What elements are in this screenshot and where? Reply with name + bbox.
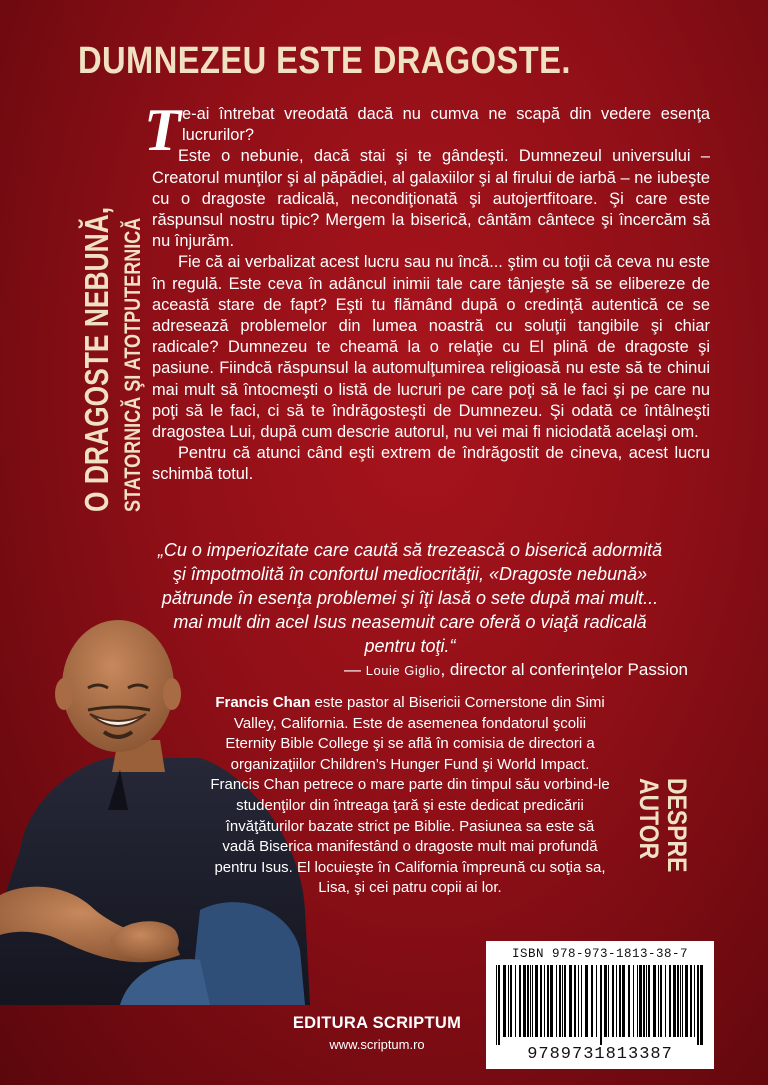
author-bio-text: este pastor al Bisericii Cornerstone din Simi Valley, California. Este de asemenea fondatorul şcolii Eternity Bible College şi se află în comisia de directori a organizaţiilor Children’s Hunger Fund şi World Impact. Francis Chan petrece o mare parte din timpul său vorbind-le studenţilor din întreaga ţară şi este dedicat predicării învăţăturilor bazate strict pe Biblie. Pasiunea sa este să vadă Biserica manifestând o dragoste mult mai profundă pentru Isus. El locuieşte în California împreună cu soţia sa, Lisa, şi cei patru copii ai lor.	[210, 694, 610, 897]
barcode-bar	[519, 965, 521, 1037]
publisher-name: EDITURA SCRIPTUM	[292, 1014, 462, 1032]
barcode-bar	[677, 965, 679, 1037]
quote-author: Louie Giglio	[365, 663, 441, 678]
barcode-bar	[658, 965, 659, 1037]
barcode-bar	[600, 965, 602, 1045]
barcode-bar	[550, 965, 553, 1037]
title-line-2: STATORNICĂ ŞI ATOTPUTERNICĂ	[120, 217, 145, 512]
barcode-bar	[616, 965, 617, 1037]
barcode-bar	[690, 965, 692, 1037]
barcode-bar	[665, 965, 666, 1037]
barcode-bar	[639, 965, 642, 1037]
barcode-bar	[532, 965, 533, 1037]
blurb-paragraph: Pentru că atunci când eşti extrem de îndrăgostit de cineva, acest lucru schimbă totul.	[152, 444, 710, 484]
publisher-block	[272, 1014, 482, 1052]
title-line-1: O DRAGOSTE NEBUNĂ,	[78, 206, 115, 512]
blurb-text	[144, 97, 710, 486]
barcode-bar	[694, 965, 695, 1037]
barcode-bar	[559, 965, 561, 1037]
blurb-paragraph: Fie că ai verbalizat acest lucru sau nu încă... ştim cu toţii că ceva nu este în regulă. Este ceva în adâncul inimii tale care tânjeşte să se elibereze de această stare de fapt? Eşti tu flămând după o credinţă autentică ce se adresează problemelor din lumea noastră cu soluţii tangibile şi chiar radicale? Dumnezeu te cheamă la o relaţie cu El plină de dragoste şi pasiune. Fiindcă răspunsul la automulţumirea religioasă nu este să te chinui mai mult să întocmeşti o listă de lucruri pe care poţi să le faci şi pe care nu poţi să le faci, ci să te îndrăgosteşti de Dumnezeu. Şi odată ce întâlneşti dragostea Lui, după cum descrie autorul, nu vei mai fi niciodată acelaşi om.	[152, 253, 710, 442]
barcode-bar	[556, 965, 557, 1037]
barcode-bar	[608, 965, 609, 1037]
barcode-bar	[569, 965, 572, 1037]
ean-number: 9789731813387	[527, 1045, 673, 1064]
barcode-bar	[622, 965, 625, 1037]
barcode-bar	[574, 965, 576, 1037]
isbn-text: ISBN 978-973-1813-38-7	[511, 947, 689, 961]
barcode-bar	[680, 965, 681, 1037]
barcode-bar	[633, 965, 634, 1037]
barcode-bar	[619, 965, 621, 1037]
quote-dash: —	[344, 660, 366, 679]
barcode-bar	[637, 965, 638, 1037]
barcode-bar	[523, 965, 526, 1037]
barcode-bar	[685, 965, 688, 1037]
barcode-image	[494, 965, 706, 1045]
barcode-bar	[643, 965, 645, 1037]
drop-cap: T	[144, 97, 181, 163]
barcode-bar	[585, 965, 588, 1037]
barcode-bar	[510, 965, 512, 1037]
barcode-bar	[604, 965, 607, 1037]
barcode-bar	[673, 965, 676, 1037]
barcode-bar	[612, 965, 614, 1037]
quote-attribution	[344, 660, 688, 680]
barcode-bar	[653, 965, 656, 1037]
endorsement-quote: „Cu o imperiozitate care caută să trezească o biserică adormită şi împotmolită în confortul mediocrităţii, «Dragoste nebună» pătrunde în esenţa problemei şi îţi lasă o sete după mai mult... mai mult din acel Isus neasemuit care oferă o viaţă radicală pentru toţi.“	[157, 540, 663, 656]
barcode-bar	[591, 965, 593, 1037]
barcode-bar	[503, 965, 506, 1037]
barcode-box	[486, 941, 714, 1069]
publisher-url: www.scriptum.ro	[329, 1037, 425, 1052]
barcode-bar	[547, 965, 549, 1037]
barcode-bar	[697, 965, 699, 1045]
barcode-bar	[498, 965, 500, 1045]
barcode-bar	[700, 965, 703, 1045]
barcode-bar	[682, 965, 683, 1037]
blurb-paragraph: Este o nebunie, dacă stai şi te gândeşti. Dumnezeul universului – Creatorul munţilor şi al păpădiei, al galaxiilor şi al firului de iarbă – ne iubeşte cu o dragoste radicală, necondiţionată şi autojertfitoare. Şi care este răspunsul nostru tipic? Mergem la biserică, cântăm cântece şi încercăm să nu înjurăm.	[152, 147, 710, 251]
barcode-bar	[581, 965, 582, 1037]
barcode-bar	[496, 965, 497, 1045]
barcode-bar	[508, 965, 509, 1037]
barcode-bar	[530, 965, 531, 1037]
barcode-bar	[562, 965, 563, 1037]
barcode-bar	[544, 965, 545, 1037]
barcode-bar	[564, 965, 566, 1037]
author-name: Francis Chan	[215, 694, 311, 711]
barcode-bar	[596, 965, 597, 1037]
blurb-paragraph: e-ai întrebat vreodată dacă nu cumva ne scapă din vedere esenţa lucrurilor?	[182, 105, 710, 145]
barcode-bar	[648, 965, 650, 1037]
barcode-bar	[578, 965, 579, 1037]
section-word-autor: AUTOR	[634, 778, 664, 860]
barcode-bar	[540, 965, 542, 1037]
barcode-bar	[535, 965, 538, 1037]
headline: DUMNEZEU ESTE DRAGOSTE.	[78, 40, 571, 82]
about-author-label	[630, 778, 700, 938]
barcode-bar	[515, 965, 516, 1037]
quote-role: , director al conferinţelor Passion	[440, 660, 688, 679]
barcode-bar	[527, 965, 529, 1037]
barcode-bar	[646, 965, 647, 1037]
barcode-bar	[628, 965, 630, 1037]
barcode-bar	[660, 965, 662, 1037]
barcode-bar	[669, 965, 671, 1037]
section-word-despre: DESPRE	[662, 778, 692, 873]
author-bio	[210, 693, 610, 899]
